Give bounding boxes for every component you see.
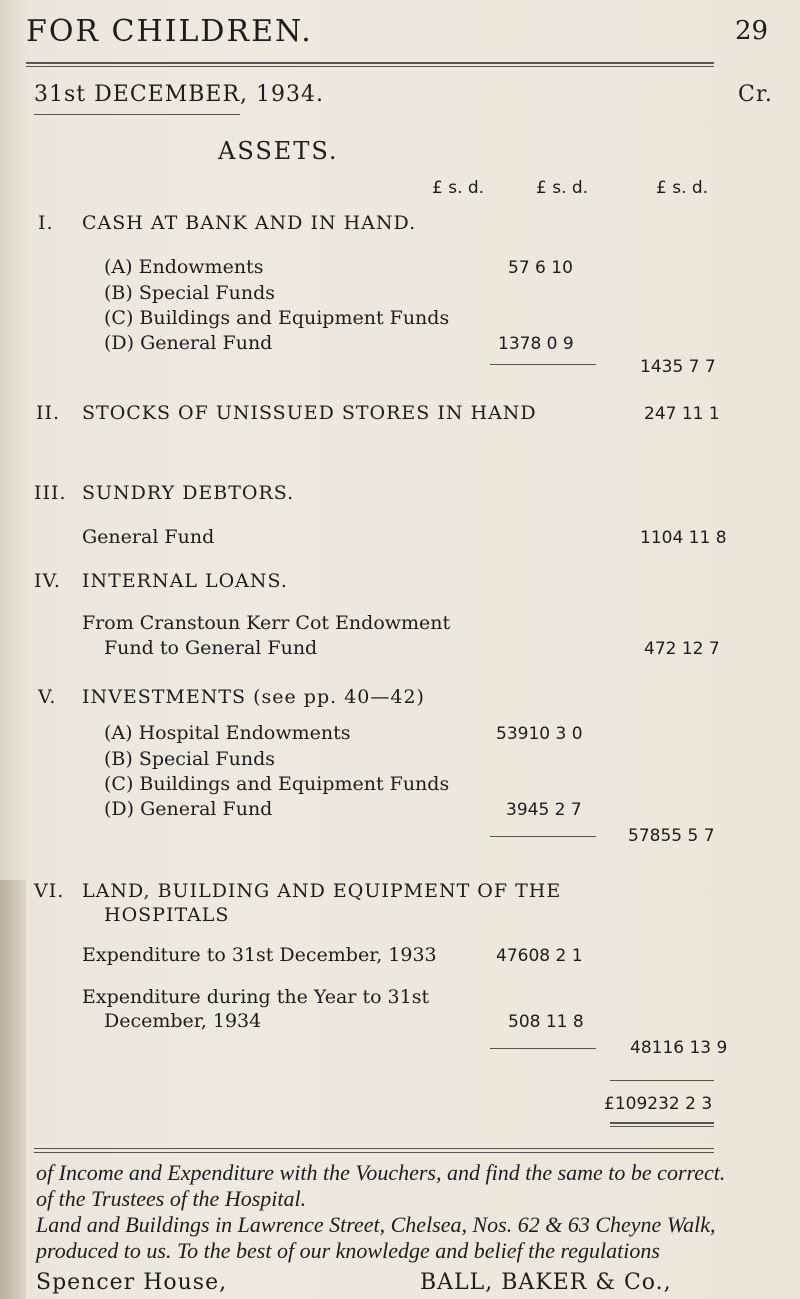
line-item-label: (D) General Fund (104, 332, 273, 354)
section-numeral: II. (36, 402, 61, 424)
line-item-amount: 3945 2 7 (506, 800, 582, 820)
line-item-amount: 1378 0 9 (498, 334, 574, 354)
total-rule (610, 1080, 714, 1081)
divider-rule (34, 1148, 714, 1149)
section-heading: STOCKS OF UNISSUED STORES IN HAND (82, 402, 537, 424)
line-item-label: (B) Special Funds (104, 748, 275, 770)
section-numeral: VI. (34, 880, 65, 902)
section-total: 48116 13 9 (630, 1038, 728, 1058)
divider-rule (34, 1152, 714, 1153)
grand-total: £109232 2 3 (604, 1094, 713, 1114)
line-item-label: (C) Buildings and Equipment Funds (104, 307, 450, 329)
credit-side-label: Cr. (738, 82, 773, 107)
auditor-address: Spencer House, (36, 1270, 228, 1295)
total-double-rule (610, 1126, 714, 1127)
section-numeral: IV. (34, 570, 61, 592)
section-total: 57855 5 7 (628, 826, 715, 846)
section-numeral: I. (38, 212, 54, 234)
statement-date: 31st DECEMBER, 1934. (34, 82, 324, 107)
date-underline (34, 114, 240, 115)
line-item-amount: 57 6 10 (508, 258, 573, 278)
section-heading-continued: HOSPITALS (104, 904, 230, 926)
line-item-label: (A) Hospital Endowments (104, 722, 351, 744)
section-heading: SUNDRY DEBTORS. (82, 482, 295, 504)
line-item-label: From Cranstoun Kerr Cot Endowment (82, 612, 451, 634)
page-edge-shadow (0, 880, 26, 1299)
section-heading: INVESTMENTS (see pp. 40—42) (82, 686, 425, 708)
line-item-amount: 508 11 8 (508, 1012, 584, 1032)
subtotal-rule (490, 1048, 596, 1049)
section-heading: INTERNAL LOANS. (82, 570, 288, 592)
section-numeral: V. (38, 686, 57, 708)
column-header-3: £ s. d. (656, 178, 709, 198)
certificate-line: Land and Buildings in Lawrence Street, Chelsea, Nos. 62 & 63 Cheyne Walk, (36, 1212, 716, 1237)
column-header-2: £ s. d. (536, 178, 589, 198)
line-item-amount: 47608 2 1 (496, 946, 583, 966)
line-item-label: (D) General Fund (104, 798, 273, 820)
line-item-label: Fund to General Fund (104, 637, 318, 659)
section-heading: LAND, BUILDING AND EQUIPMENT OF THE (82, 880, 562, 902)
line-item-label: General Fund (82, 526, 215, 548)
section-title: ASSETS. (218, 137, 339, 165)
section-total: 1435 7 7 (640, 357, 716, 377)
certificate-line: of Income and Expenditure with the Vouchers, and find the same to be correct. (36, 1160, 726, 1185)
line-item-label: (B) Special Funds (104, 282, 275, 304)
line-item-label: Expenditure to 31st December, 1933 (82, 944, 437, 966)
section-total: 472 12 7 (644, 639, 720, 659)
total-double-rule (610, 1122, 714, 1124)
subtotal-rule (490, 836, 596, 837)
line-item-label: December, 1934 (104, 1010, 262, 1032)
section-total: 247 11 1 (644, 404, 720, 424)
section-total: 1104 11 8 (640, 528, 727, 548)
column-header-1: £ s. d. (432, 178, 485, 198)
header-rule (26, 62, 714, 64)
page-title: FOR CHILDREN. (26, 14, 313, 49)
line-item-amount: 53910 3 0 (496, 724, 583, 744)
certificate-line: produced to us. To the best of our knowledge and belief the regulations (36, 1238, 660, 1263)
certificate-line: of the Trustees of the Hospital. (36, 1186, 307, 1211)
subtotal-rule (490, 364, 596, 365)
line-item-label: (A) Endowments (104, 256, 264, 278)
line-item-label: Expenditure during the Year to 31st (82, 986, 430, 1008)
line-item-label: (C) Buildings and Equipment Funds (104, 773, 450, 795)
section-heading: CASH AT BANK AND IN HAND. (82, 212, 417, 234)
section-numeral: III. (34, 482, 67, 504)
header-rule-thin (26, 66, 714, 67)
auditor-firm: BALL, BAKER & Co., (420, 1270, 672, 1295)
page-number: 29 (735, 16, 769, 46)
